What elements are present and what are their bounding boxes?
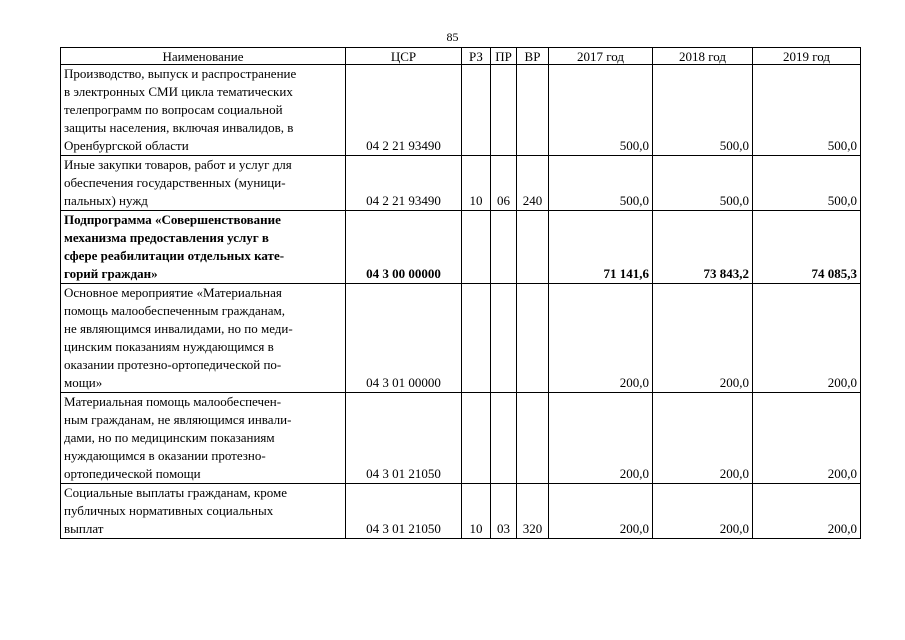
row-2019: 200,0 — [753, 484, 861, 539]
row-2019: 500,0 — [753, 65, 861, 156]
row-name: Производство, выпуск и распространение в электронных СМИ цикла тематических телепрограмм по вопросам социальной защиты населения, включая инвалидов, в Оренбургской области — [61, 65, 346, 156]
table-row — [61, 393, 861, 484]
header-rz: РЗ — [462, 48, 491, 65]
row-name: Подпрограмма «Совершенствование механизма предоставления услуг в сфере реабилитации отдельных кате- горий граждан» — [61, 211, 346, 284]
row-vr: 320 — [517, 484, 549, 539]
row-vr — [517, 393, 549, 484]
row-csr: 04 3 01 00000 — [346, 284, 462, 393]
row-2017: 500,0 — [549, 156, 653, 211]
row-2017: 500,0 — [549, 65, 653, 156]
row-2018: 200,0 — [653, 393, 753, 484]
row-rz — [462, 211, 491, 284]
row-2017: 200,0 — [549, 393, 653, 484]
row-csr: 04 2 21 93490 — [346, 156, 462, 211]
row-csr: 04 2 21 93490 — [346, 65, 462, 156]
header-row — [61, 48, 861, 65]
row-2017: 71 141,6 — [549, 211, 653, 284]
header-csr: ЦСР — [346, 48, 462, 65]
row-2018: 500,0 — [653, 156, 753, 211]
row-2018: 73 843,2 — [653, 211, 753, 284]
header-pr: ПР — [491, 48, 517, 65]
row-pr — [491, 211, 517, 284]
row-2017: 200,0 — [549, 284, 653, 393]
row-vr — [517, 284, 549, 393]
row-pr — [491, 65, 517, 156]
budget-table — [60, 47, 861, 539]
row-pr: 03 — [491, 484, 517, 539]
row-vr — [517, 211, 549, 284]
row-rz — [462, 284, 491, 393]
row-name: Иные закупки товаров, работ и услуг для обеспечения государственных (муници- пальных) нужд — [61, 156, 346, 211]
table-row — [61, 65, 861, 156]
table-row — [61, 156, 861, 211]
row-2019: 500,0 — [753, 156, 861, 211]
header-vr: ВР — [517, 48, 549, 65]
row-2018: 200,0 — [653, 284, 753, 393]
row-name: Материальная помощь малообеспечен- ным гражданам, не являющимся инвали- дами, но по медицинским показаниям нуждающимся в оказании протезно- ортопедической помощи — [61, 393, 346, 484]
header-2019: 2019 год — [753, 48, 861, 65]
header-2017: 2017 год — [549, 48, 653, 65]
table-row — [61, 284, 861, 393]
row-2017: 200,0 — [549, 484, 653, 539]
row-2018: 200,0 — [653, 484, 753, 539]
row-2019: 200,0 — [753, 284, 861, 393]
row-2018: 500,0 — [653, 65, 753, 156]
row-vr: 240 — [517, 156, 549, 211]
row-2019: 74 085,3 — [753, 211, 861, 284]
row-csr: 04 3 01 21050 — [346, 393, 462, 484]
page-number: 85 — [446, 30, 459, 44]
row-vr — [517, 65, 549, 156]
header-name: Наименование — [61, 48, 346, 65]
row-pr — [491, 393, 517, 484]
row-rz: 10 — [462, 156, 491, 211]
row-pr — [491, 284, 517, 393]
row-rz — [462, 65, 491, 156]
row-rz: 10 — [462, 484, 491, 539]
row-rz — [462, 393, 491, 484]
table-row — [61, 211, 861, 284]
header-2018: 2018 год — [653, 48, 753, 65]
row-name: Социальные выплаты гражданам, кроме публичных нормативных социальных выплат — [61, 484, 346, 539]
row-pr: 06 — [491, 156, 517, 211]
row-csr: 04 3 00 00000 — [346, 211, 462, 284]
table-row — [61, 484, 861, 539]
row-csr: 04 3 01 21050 — [346, 484, 462, 539]
row-2019: 200,0 — [753, 393, 861, 484]
row-name: Основное мероприятие «Материальная помощь малообеспеченным гражданам, не являющимся инвалидами, но по меди- цинским показаниям нуждающимся в оказании протезно-ортопедической по- мощи» — [61, 284, 346, 393]
